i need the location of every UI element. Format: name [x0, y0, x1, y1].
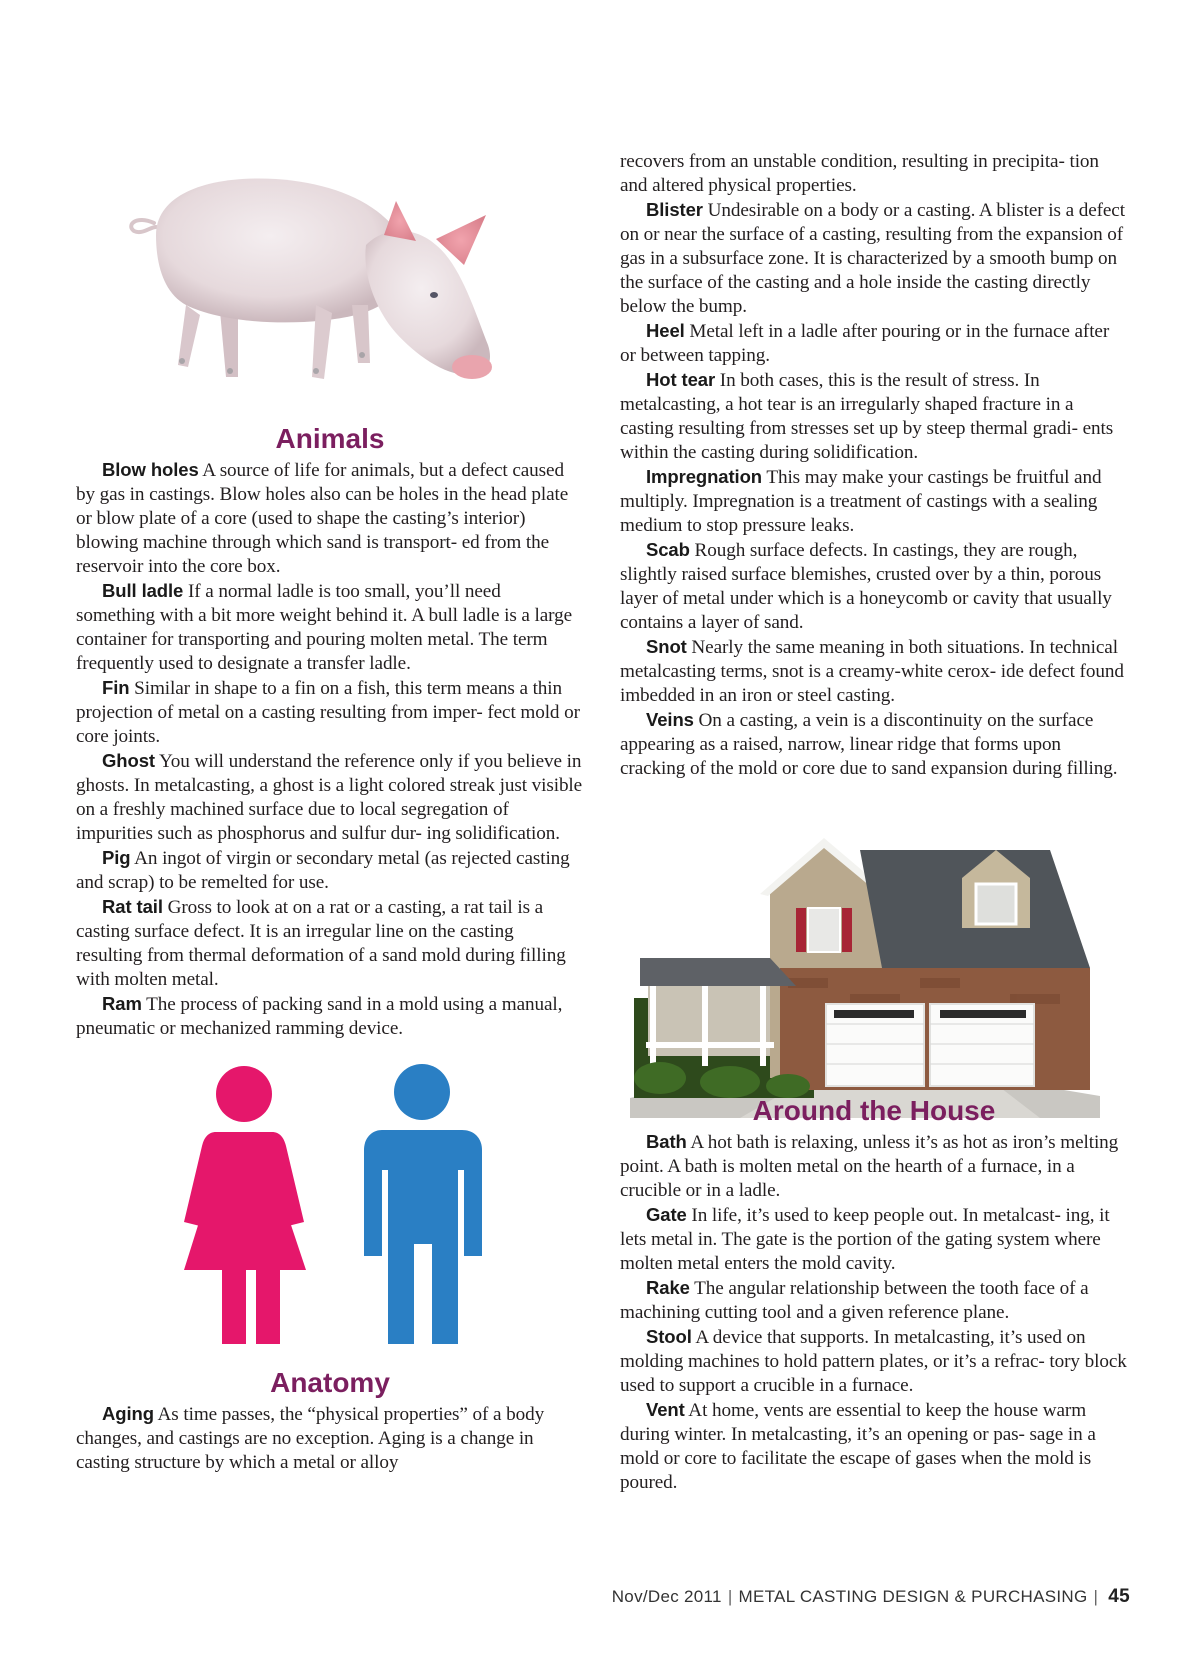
term-label: Snot — [646, 636, 687, 657]
definition-text: The angular relationship between the tooth face of a machining cutting tool and a given reference plane. — [620, 1278, 1089, 1323]
glossary-entry-blow-holes — [76, 458, 584, 579]
term-label: Stool — [646, 1326, 692, 1347]
anatomy-entries — [76, 1402, 584, 1475]
aging-continuation: recovers from an unstable condition, resulting in precipita- tion and altered physical properties. — [620, 151, 1099, 196]
anatomy-heading: Anatomy — [270, 1367, 390, 1398]
definition-text: Similar in shape to a fin on a fish, this term means a thin projection of metal on a casting resulting from imper- fect mold or core joints. — [76, 678, 580, 747]
woman-figure-icon — [184, 1066, 306, 1344]
definition-text: This may make your castings be fruitful and multiply. Impregnation is a treatment of castings with a sealing medium to stop pressure leaks. — [620, 467, 1102, 536]
term-label: Hot tear — [646, 369, 716, 390]
definition-text: A hot bath is relaxing, unless it’s as hot as iron’s melting point. A bath is molten metal on the hearth of a furnace, in a crucible or in a ladle. — [620, 1132, 1119, 1201]
term-label: Rat tail — [102, 896, 163, 917]
glossary-entry-hot-tear — [620, 368, 1128, 465]
glossary-entry-bath — [620, 1130, 1128, 1203]
term-label: Rake — [646, 1277, 690, 1298]
glossary-entry-bull-ladle — [76, 579, 584, 676]
term-label: Scab — [646, 539, 690, 560]
definition-text: Nearly the same meaning in both situations. In technical metalcasting terms, snot is a creamy-white cerox- ide defect found imbedded in an iron or steel casting. — [620, 637, 1124, 706]
publication-name: METAL CASTING DESIGN & PURCHASING — [738, 1587, 1088, 1606]
term-label: Veins — [646, 709, 694, 730]
divider: | — [1093, 1587, 1099, 1606]
glossary-entry-vent — [620, 1398, 1128, 1495]
glossary-entry-blister — [620, 198, 1128, 319]
definition-text: The process of packing sand in a mold using a manual, pneumatic or mechanized ramming device. — [76, 994, 563, 1039]
restroom-figures-icon — [176, 1060, 496, 1350]
term-label: Bath — [646, 1131, 687, 1152]
term-label: Bull ladle — [102, 580, 184, 601]
term-label: Blow holes — [102, 459, 199, 480]
glossary-entry-impregnation — [620, 465, 1128, 538]
definition-text: A source of life for animals, but a defect caused by gas in castings. Blow holes also can be holes in the head plate or blow plate of a core (used to shape the casting’s interior) blowing machine through which sand is transport- ed from the reservoir into the core box. — [76, 460, 569, 577]
definition-text: Undesirable on a body or a casting. A blister is a defect on or near the surface of a casting, resulting from the expansion of gas in a subsurface zone. It is characterized by a smooth bump on the surface of the casting and a hole inside the casting directly below the bump. — [620, 200, 1125, 317]
glossary-entry-aging — [76, 1402, 584, 1475]
glossary-entry-gate — [620, 1203, 1128, 1276]
divider: | — [727, 1587, 733, 1606]
definition-text: If a normal ladle is too small, you’ll need something with a bit more weight behind it. A bull ladle is a large container for transporting and pouring molten metal. The term frequently used to designate a transfer ladle. — [76, 581, 573, 674]
glossary-entry-fin — [76, 676, 584, 749]
definition-text: At home, vents are essential to keep the house warm during winter. In metalcasting, it’s an opening or pas- sage in a mold or core to facilitate the escape of gases when the mold is poured. — [620, 1400, 1096, 1493]
around-the-house-heading: Around the House — [752, 1095, 996, 1126]
definition-text: Metal left in a ladle after pouring or in the furnace after or between tapping. — [620, 321, 1110, 366]
term-label: Vent — [646, 1399, 685, 1420]
man-figure-icon — [364, 1064, 482, 1344]
term-label: Ram — [102, 993, 142, 1014]
glossary-entry-heel — [620, 319, 1128, 368]
definition-text: An ingot of virgin or secondary metal (as rejected casting and scrap) to be remelted for use. — [76, 848, 570, 893]
glossary-entry-ram — [76, 992, 584, 1041]
animals-entries — [76, 458, 584, 1041]
definition-text: In life, it’s used to keep people out. In metalcast- ing, it lets metal in. The gate is the portion of the gating system where molten metal enters the mold cavity. — [620, 1205, 1110, 1274]
term-label: Pig — [102, 847, 131, 868]
glossary-entry-veins — [620, 708, 1128, 781]
definition-text: As time passes, the “physical properties” of a body changes, and castings are no exception. Aging is a change in casting structure by which a metal or alloy — [76, 1404, 545, 1473]
page-footer — [598, 1586, 1130, 1608]
glossary-entry-scab — [620, 538, 1128, 635]
glossary-entry-pig — [76, 846, 584, 895]
animals-heading: Animals — [275, 423, 385, 454]
definition-text: On a casting, a vein is a discontinuity on the surface appearing as a raised, narrow, linear ridge that forms upon cracking of the mold or core due to sand expansion during filling. — [620, 710, 1118, 779]
term-label: Gate — [646, 1204, 687, 1225]
page-number: 45 — [1108, 1586, 1130, 1607]
definition-text: Gross to look at on a rat or a casting, a rat tail is a casting surface defect. It is an irregular line on the casting resulting from thermal deformation of a sand mold during filling with molten metal. — [76, 897, 566, 990]
definition-text: Rough surface defects. In castings, they are rough, slightly raised surface blemishes, crusted over by a thin, porous layer of metal under which is a honeycomb or cavity that usually contains a layer of sand. — [620, 540, 1112, 633]
glossary-entry-rake — [620, 1276, 1128, 1325]
glossary-entry-snot — [620, 635, 1128, 708]
term-label: Blister — [646, 199, 703, 220]
definition-text: A device that supports. In metalcasting, it’s used on molding machines to hold pattern plates, or it’s a refrac- tory block used to support a crucible in a furnace. — [620, 1327, 1127, 1396]
glossary-entry-stool — [620, 1325, 1128, 1398]
term-label: Impregnation — [646, 466, 762, 487]
definition-text: In both cases, this is the result of stress. In metalcasting, a hot tear is an irregularly shaped fracture in a casting resulting from stresses set up by steep thermal gradi- ents within the casting during solidification. — [620, 370, 1114, 463]
definition-text: You will understand the reference only if you believe in ghosts. In metalcasting, a ghost is a light colored streak just visible on a freshly machined surface due to local segregation of impurities such as phosphorus and sulfur dur- ing solidification. — [76, 751, 583, 844]
issue-date: Nov/Dec 2011 — [611, 1587, 722, 1606]
glossary-entry-rat-tail — [76, 895, 584, 992]
term-label: Fin — [102, 677, 130, 698]
term-label: Ghost — [102, 750, 155, 771]
anatomy-continued-entries — [620, 150, 1128, 781]
term-label: Aging — [102, 1403, 154, 1424]
house-entries — [620, 1130, 1128, 1495]
term-label: Heel — [646, 320, 685, 341]
house-image — [620, 828, 1110, 1122]
pig-image — [116, 165, 516, 405]
glossary-entry-ghost — [76, 749, 584, 846]
